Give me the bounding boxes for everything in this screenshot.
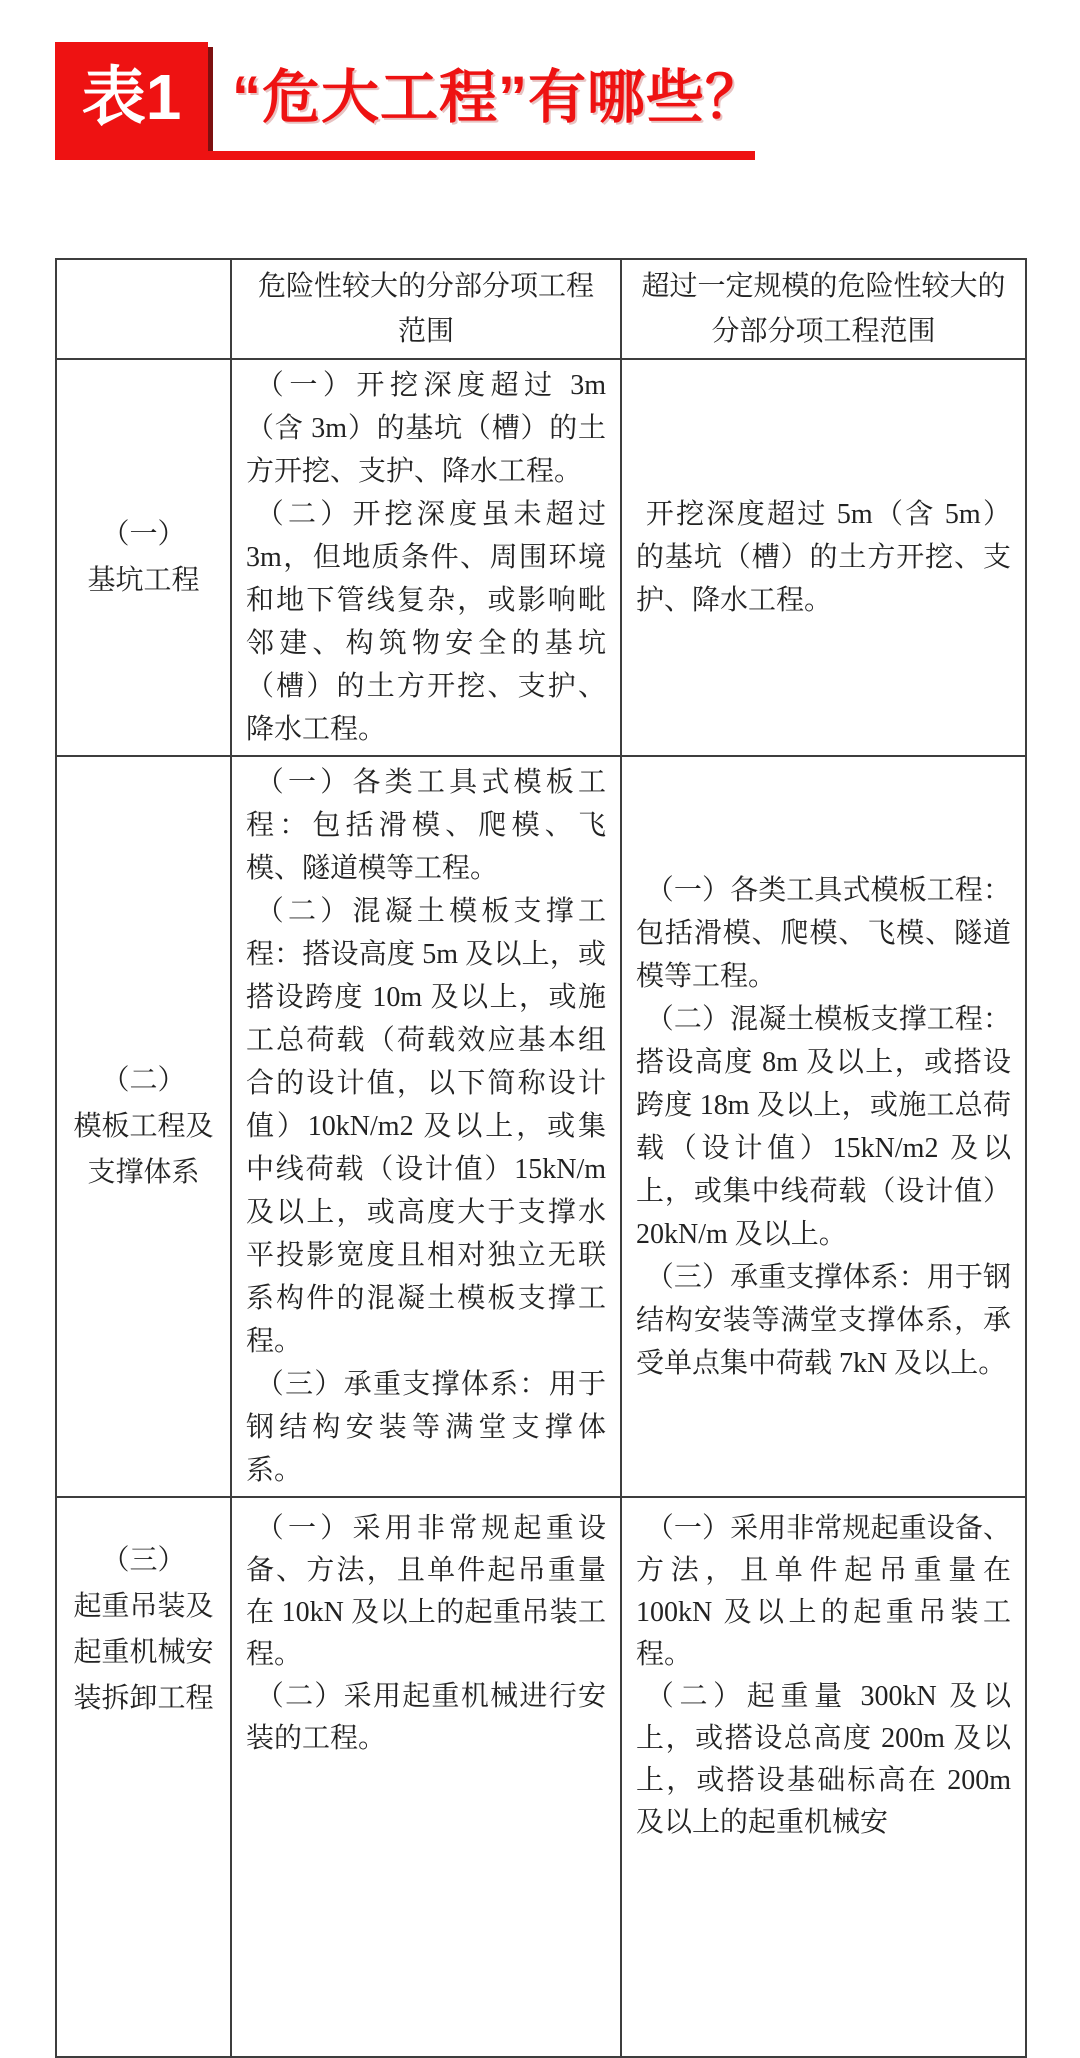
category-cell xyxy=(56,1497,231,2057)
title-underline xyxy=(55,151,755,160)
scope-cell xyxy=(231,1497,621,2057)
header-cell-empty xyxy=(56,259,231,359)
over-scale-cell xyxy=(621,359,1026,756)
category-line: （三） xyxy=(101,1545,186,1576)
category-line: 起重机械安 xyxy=(73,1637,214,1668)
cell-paragraph: （三）承重支撑体系：用于钢结构安装等满堂支撑体系，承受单点集中荷载 7kN 及以上。 xyxy=(636,1261,1011,1379)
cell-paragraph: （一）各类工具式模板工程：包括滑模、爬模、飞模、隧道模等工程。 xyxy=(636,874,1011,992)
category-line: 基坑工程 xyxy=(87,564,200,596)
table-number-badge: 表1 xyxy=(55,42,208,152)
cell-paragraph: （二）起重量 300kN 及以上，或搭设总高度 200m 及以上，或搭设基础标高在 200m 及以上的起重机械安 xyxy=(636,1681,1011,1838)
scope-cell xyxy=(231,359,621,756)
category-cell xyxy=(56,756,231,1497)
cell-paragraph: （二）采用起重机械进行安装的工程。 xyxy=(246,1681,606,1754)
cell-paragraph: 开挖深度超过 5m（含 5m）的基坑（槽）的土方开挖、支护、降水工程。 xyxy=(636,499,1011,616)
category-line: 起重吊装及 xyxy=(73,1591,214,1622)
cell-paragraph: （一）采用非常规起重设备、方法，且单件起吊重量在 100kN 及以上的起重吊装工程。 xyxy=(636,1513,1011,1670)
table-row-foundation-pit xyxy=(56,359,1026,756)
table-row-formwork xyxy=(56,756,1026,1497)
header-cell-over-scale: 超过一定规模的危险性较大的分部分项工程范围 xyxy=(621,259,1026,359)
category-line: 装拆卸工程 xyxy=(73,1683,214,1714)
over-scale-cell xyxy=(621,756,1026,1497)
category-line: （一） xyxy=(101,518,186,550)
cell-paragraph: （二）混凝土模板支撑工程：搭设高度 8m 及以上，或搭设跨度 18m 及以上，或施工总荷载（设计值）15kN/m2 及以上，或集中线荷载（设计值）20kN/m 及以上。 xyxy=(636,1003,1011,1250)
cell-paragraph: （一）采用非常规起重设备、方法，且单件起吊重量在 10kN 及以上的起重吊装工程。 xyxy=(246,1513,606,1670)
over-scale-cell xyxy=(621,1497,1026,2057)
category-cell xyxy=(56,359,231,756)
danger-projects-table xyxy=(55,258,1027,2058)
header-cell-scope: 危险性较大的分部分项工程范围 xyxy=(231,259,621,359)
cell-paragraph: （三）承重支撑体系：用于钢结构安装等满堂支撑体系。 xyxy=(246,1369,606,1486)
cell-paragraph: （一）开挖深度超过 3m（含 3m）的基坑（槽）的土方开挖、支护、降水工程。 xyxy=(246,370,606,487)
page-title: “危大工程”有哪些？ xyxy=(232,65,765,130)
table-row-hoisting xyxy=(56,1497,1026,2057)
cell-paragraph: （一）各类工具式模板工程：包括滑模、爬模、飞模、隧道模等工程。 xyxy=(246,767,606,884)
category-line: 模板工程及 xyxy=(73,1110,214,1142)
cell-paragraph: （二）混凝土模板支撑工程：搭设高度 5m 及以上，或搭设跨度 10m 及以上，或施工总荷载（荷载效应基本组合的设计值，以下简称设计值）10kN/m2 及以上，或集中线荷载（设计值）15kN/m 及以上，或高度大于支撑水平投影宽度且相对独立无联系构件的混凝土模板支撑工程。 xyxy=(246,896,606,1357)
table-header-row xyxy=(56,259,1026,359)
cell-paragraph: （二）开挖深度虽未超过 3m，但地质条件、周围环境和地下管线复杂，或影响毗邻建、构筑物安全的基坑（槽）的土方开挖、支护、降水工程。 xyxy=(246,499,606,745)
category-line: （二） xyxy=(101,1064,186,1096)
scope-cell xyxy=(231,756,621,1497)
category-line: 支撑体系 xyxy=(87,1156,200,1188)
